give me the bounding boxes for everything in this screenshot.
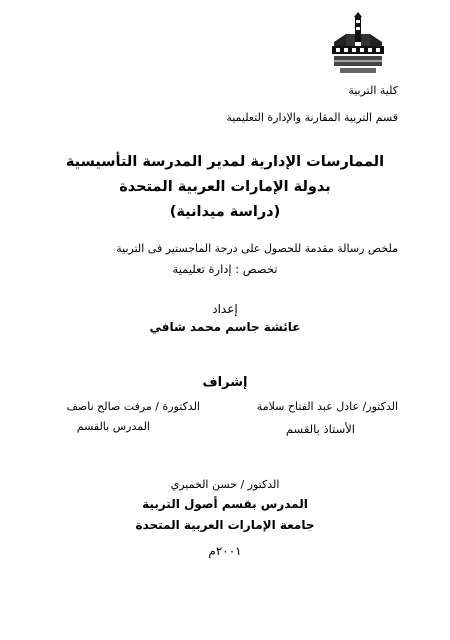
thesis-title-line-2: بدولة الإمارات العربية المتحدة	[119, 179, 331, 195]
year: ٢٠٠١م	[208, 544, 242, 558]
thesis-title-line-1: الممارسات الإدارية لمدير المدرسة التأسيسية	[65, 154, 385, 170]
department-name: قسم التربية المقارنة والإدارة التعليمية	[226, 111, 398, 124]
specialization: تخصص : إدارة تعليمية	[172, 262, 278, 276]
supervisor-1-name: الدكتور/ عادل عبد الفتاح سلامة	[256, 400, 398, 413]
supervisor-1-title: الأستاذ بالقسم	[285, 422, 355, 436]
thesis-title-line-3: (دراسة ميدانية)	[169, 204, 281, 220]
university-logo	[326, 12, 390, 76]
supervisor-2-name: الدكتورة / مرفت صالح ناصف	[66, 400, 200, 413]
supervisor-3-department: المدرس بقسم أصول التربية	[142, 497, 308, 511]
supervisor-2-title: المدرس بالقسم	[76, 420, 150, 433]
supervisor-3-university: جامعة الإمارات العربية المتحدة	[135, 518, 315, 532]
faculty-name: كلية التربية	[348, 84, 398, 97]
preparation-label: إعداد	[212, 302, 238, 316]
supervisor-3-name: الدكتور / حسن الخميري	[170, 478, 280, 491]
author-name: عائشة جاسم محمد شافي	[149, 320, 301, 334]
thesis-summary-note: ملخص رسالة مقدمة للحصول على درجة الماجستير فى التربية	[116, 242, 398, 255]
supervision-heading: إشراف	[202, 375, 248, 390]
